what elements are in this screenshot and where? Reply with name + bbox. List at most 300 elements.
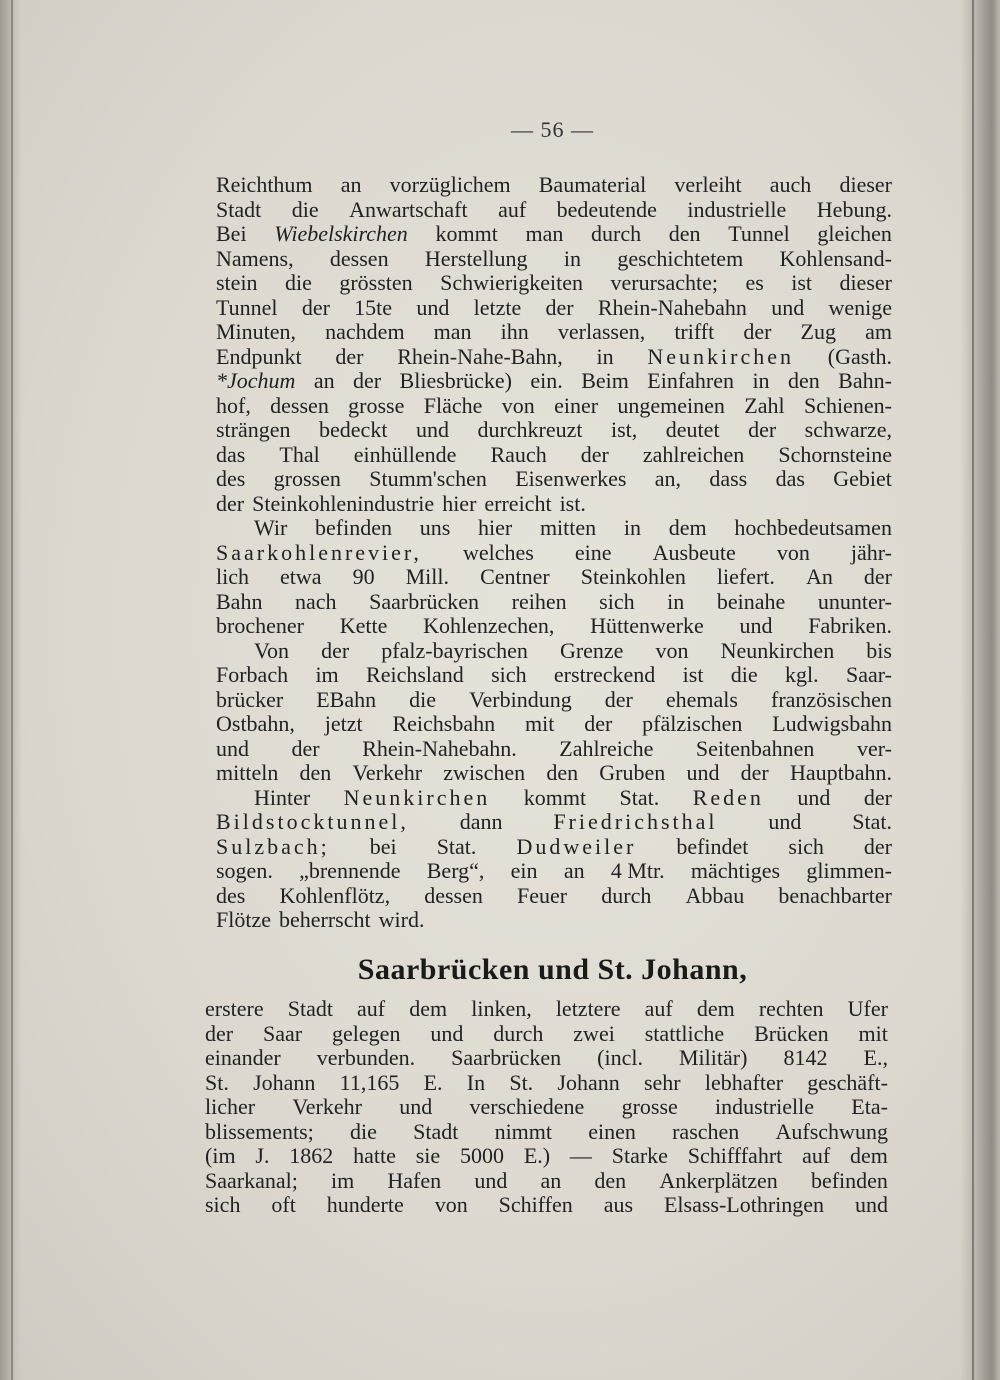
word: einen xyxy=(588,1118,636,1144)
word: des xyxy=(216,466,246,491)
word: Schiffen xyxy=(498,1192,573,1217)
word: bei xyxy=(369,833,397,859)
word: Kohlenflötz, xyxy=(279,882,391,908)
word: auf xyxy=(357,996,386,1021)
word: hof, xyxy=(216,392,251,418)
text-line xyxy=(216,590,892,615)
word: Zahl xyxy=(744,392,785,418)
word: Stat. xyxy=(436,833,477,859)
word: geschäft- xyxy=(807,1069,888,1095)
word: durch xyxy=(493,1020,544,1046)
word: Namens, xyxy=(216,245,294,271)
word: der xyxy=(291,735,320,761)
word: nimmt xyxy=(494,1118,553,1144)
word: des xyxy=(216,882,246,908)
word: ununter- xyxy=(817,588,892,614)
word: ungemeinen xyxy=(617,392,725,418)
word: Reden xyxy=(692,784,764,810)
text-line xyxy=(205,1022,888,1047)
word: sich xyxy=(205,1192,241,1217)
word: Aufschwung xyxy=(775,1118,888,1144)
text-line xyxy=(216,247,892,272)
word: pfalz-bayrischen xyxy=(381,637,528,663)
word: Hafen xyxy=(387,1167,442,1193)
word: Steinkohlen xyxy=(580,564,686,589)
text-line xyxy=(205,1071,888,1096)
word: durch xyxy=(591,221,642,246)
text-line xyxy=(205,1120,888,1145)
word: 90 xyxy=(352,564,375,589)
word: Bahn- xyxy=(838,368,892,393)
word: verursachte; xyxy=(610,270,718,295)
word: E.) xyxy=(523,1143,551,1168)
body-text-upper xyxy=(216,173,892,933)
word: befindet xyxy=(676,833,749,859)
word: sich xyxy=(599,588,635,614)
word: dass xyxy=(709,466,748,491)
word: Mill. xyxy=(405,564,450,589)
word: Starke xyxy=(611,1143,668,1168)
text-line xyxy=(216,296,892,321)
word: der xyxy=(321,637,350,663)
word: Hinter xyxy=(254,784,311,810)
word: Stadt xyxy=(287,996,333,1021)
word: (incl. xyxy=(597,1045,643,1070)
word: Von xyxy=(254,637,290,663)
word: französischen xyxy=(771,686,892,712)
word: kommt xyxy=(435,221,498,246)
word: Endpunkt xyxy=(216,343,302,369)
word: Anwartschaft xyxy=(349,196,468,222)
word: und xyxy=(430,1020,464,1046)
word: Berg“, xyxy=(426,858,485,883)
word: sie xyxy=(415,1143,441,1168)
word: dem xyxy=(409,996,448,1021)
word: stein xyxy=(216,270,258,295)
text-line xyxy=(205,1144,888,1169)
word: In xyxy=(466,1069,486,1095)
word: und xyxy=(399,1094,433,1119)
word: oft xyxy=(271,1192,296,1217)
word: St. xyxy=(205,1069,229,1095)
word: (im xyxy=(205,1143,236,1168)
word: das xyxy=(775,466,805,491)
word: ist xyxy=(682,662,704,687)
word: gelegen xyxy=(332,1020,401,1046)
word: Reichsbahn xyxy=(392,711,496,736)
word: Wir xyxy=(254,515,288,540)
word: von xyxy=(434,1192,468,1217)
word: sogen. xyxy=(216,858,273,883)
word: grosse xyxy=(348,392,405,418)
word: schwarze, xyxy=(804,417,892,442)
text-line xyxy=(216,173,892,198)
word: Sulzbach; xyxy=(216,833,330,859)
word: brücker xyxy=(216,686,284,712)
word: Hebung. xyxy=(816,196,892,222)
word: jetzt xyxy=(324,711,363,736)
word: Einfahren xyxy=(647,368,735,393)
word: Tunnel xyxy=(216,294,278,320)
word: Baumaterial xyxy=(538,172,647,197)
word: erreicht xyxy=(484,490,552,516)
word: Rauch xyxy=(490,441,547,467)
word: Fläche xyxy=(423,392,483,418)
text-line xyxy=(216,688,892,713)
word: ver- xyxy=(856,735,892,761)
word: von xyxy=(501,392,535,418)
word: Ostbahn, xyxy=(216,711,295,736)
text-line xyxy=(216,418,892,443)
word: dessen xyxy=(424,882,483,908)
word: Forbach xyxy=(216,662,289,687)
text-line xyxy=(216,394,892,419)
word: kommt xyxy=(523,784,587,810)
word: Kette xyxy=(339,613,388,638)
word: das xyxy=(216,441,246,467)
word: Abbau xyxy=(685,882,745,908)
word: Fabriken. xyxy=(808,613,892,638)
word: brochener xyxy=(216,613,304,638)
text-line xyxy=(216,810,892,835)
word: Stadt xyxy=(413,1118,459,1144)
word: rechten xyxy=(758,996,824,1021)
word: die xyxy=(730,662,758,687)
word: jähr- xyxy=(850,539,892,565)
word: dem xyxy=(696,996,735,1021)
word: die xyxy=(350,1118,377,1144)
text-line xyxy=(205,1193,888,1218)
text-line xyxy=(216,761,892,786)
word: die xyxy=(409,686,437,712)
word: an xyxy=(340,172,362,197)
word: Ufer xyxy=(847,996,888,1021)
word: in xyxy=(563,245,582,271)
word: zahlreichen xyxy=(642,441,745,467)
word: ein. xyxy=(530,368,563,393)
word: hier xyxy=(478,515,513,540)
word: „brennende xyxy=(299,858,401,883)
text-line xyxy=(216,271,892,296)
word: Bildstocktunnel, xyxy=(216,809,409,834)
word: Neunkirchen xyxy=(343,784,491,810)
word: der xyxy=(584,711,613,736)
word: Eta- xyxy=(851,1094,888,1119)
text-line xyxy=(216,541,892,566)
word: letzte xyxy=(473,294,522,320)
word: grosse xyxy=(621,1094,678,1119)
word: die xyxy=(291,196,319,222)
word: Dudweiler xyxy=(516,833,637,859)
word: dessen xyxy=(270,392,329,418)
word: dieser xyxy=(839,172,892,197)
body-text-lower xyxy=(205,997,888,1218)
word: Schienen- xyxy=(803,392,892,418)
word: J. xyxy=(255,1143,270,1168)
word: beinahe xyxy=(716,588,786,614)
word: 4 Mtr. xyxy=(610,858,665,883)
word: und xyxy=(771,294,805,320)
word: und xyxy=(686,760,720,785)
word: Beim xyxy=(581,368,629,393)
word: auf xyxy=(802,1143,831,1168)
word: mit xyxy=(858,1020,888,1046)
word: grössten xyxy=(339,270,413,295)
word: E. xyxy=(423,1069,443,1095)
word: der xyxy=(216,490,245,516)
word: dem xyxy=(850,1143,888,1168)
word: an, xyxy=(654,466,682,491)
word: geschichtetem xyxy=(617,245,744,271)
word: der xyxy=(743,319,772,344)
word: 15te xyxy=(354,294,393,320)
text-line xyxy=(205,1046,888,1071)
word: der xyxy=(748,417,777,442)
word: am xyxy=(865,319,892,344)
text-line xyxy=(205,1169,888,1194)
word: wird. xyxy=(378,907,425,932)
word: industrielle xyxy=(715,1094,815,1119)
word: der xyxy=(863,784,892,810)
word: liefert. xyxy=(716,564,775,589)
word: Verkehr xyxy=(292,1094,362,1119)
word: befinden xyxy=(810,1167,888,1193)
word: der xyxy=(301,294,330,320)
word: beherrscht xyxy=(279,907,371,932)
word: bis xyxy=(866,637,892,663)
word: in xyxy=(623,515,641,540)
text-line xyxy=(216,222,892,247)
word: bedeckt xyxy=(319,417,388,442)
word: Eisenwerkes xyxy=(515,466,627,491)
word: linken, xyxy=(471,996,532,1021)
word: in xyxy=(596,343,614,369)
text-line xyxy=(216,492,892,517)
word: einander xyxy=(205,1045,281,1070)
word: Johann xyxy=(253,1069,316,1095)
word: uns xyxy=(419,515,451,540)
word: licher xyxy=(205,1094,256,1119)
word: Johann xyxy=(557,1069,620,1095)
word: ist xyxy=(791,270,812,295)
word: lebhafter xyxy=(704,1069,784,1095)
page-number: — 56 — xyxy=(511,117,594,142)
word: Kohlensand- xyxy=(779,245,892,271)
word: der xyxy=(205,1020,234,1046)
word: Ankerplätzen xyxy=(659,1167,778,1193)
word: an xyxy=(563,858,585,883)
word: den xyxy=(668,221,701,246)
word: dem xyxy=(668,515,707,540)
word: zwei xyxy=(573,1020,615,1046)
word: Minuten, xyxy=(216,319,297,344)
word: Kohlenzechen, xyxy=(423,613,555,638)
word: dieser xyxy=(839,270,892,295)
word: an xyxy=(313,368,335,393)
word: 5000 xyxy=(459,1143,504,1168)
word: hatte xyxy=(353,1143,396,1168)
word: Brücken xyxy=(754,1020,829,1046)
word: an xyxy=(540,1167,562,1193)
word: Rhein-Nahebahn xyxy=(597,294,747,320)
word: kgl. xyxy=(785,662,819,687)
text-line xyxy=(216,516,892,541)
word: Reichthum xyxy=(216,172,313,197)
word: etwa xyxy=(280,564,322,589)
word: Schornsteine xyxy=(778,441,892,467)
word: raschen xyxy=(672,1118,740,1144)
word: Stadt xyxy=(216,196,262,222)
word: benachbarter xyxy=(778,882,892,908)
text-line xyxy=(205,997,888,1022)
word: Schifffahrt xyxy=(687,1143,783,1168)
word: hochbedeutsamen xyxy=(734,515,892,540)
word: einer xyxy=(554,392,599,418)
word: letztere xyxy=(555,996,621,1021)
word: im xyxy=(315,662,339,687)
text-line xyxy=(216,369,892,394)
word: ist. xyxy=(559,490,586,516)
word: zwischen xyxy=(443,760,526,785)
word: E., xyxy=(863,1045,888,1070)
word: Rhein-Nahebahn. xyxy=(362,735,517,761)
word: wenige xyxy=(828,294,892,320)
text-line xyxy=(216,737,892,762)
text-line xyxy=(216,198,892,223)
word: Stat. xyxy=(619,784,660,810)
word: man xyxy=(525,221,564,246)
word: blissements; xyxy=(205,1118,314,1144)
word: Militär) xyxy=(679,1045,748,1070)
text-line xyxy=(216,835,892,860)
word: Tunnel xyxy=(728,221,790,246)
word: Saarkanal; xyxy=(205,1167,298,1193)
word: Saarkohlenrevier, xyxy=(216,539,422,565)
word: Verbindung xyxy=(469,686,572,712)
text-line xyxy=(216,345,892,370)
text-line xyxy=(216,786,892,811)
word: auf xyxy=(644,996,673,1021)
word: St. xyxy=(509,1069,534,1095)
word: im xyxy=(331,1167,355,1193)
text-line xyxy=(216,712,892,737)
word: dessen xyxy=(329,245,389,271)
word: und xyxy=(739,613,773,638)
word: verleiht xyxy=(674,172,742,197)
word: *Jochum xyxy=(216,368,296,393)
word: der xyxy=(580,441,609,467)
word: Herstellung xyxy=(424,245,528,271)
word: auf xyxy=(498,196,527,222)
word: Schwierigkeiten xyxy=(440,270,584,295)
word: Wiebelskirchen xyxy=(274,221,408,246)
word: Rhein-Nahe-Bahn, xyxy=(397,343,563,369)
word: der xyxy=(353,368,382,393)
word: Grenze xyxy=(559,637,624,663)
word: Feuer xyxy=(517,882,568,908)
word: aus xyxy=(603,1192,634,1217)
word: gleichen xyxy=(817,221,892,246)
word: ihn xyxy=(500,319,529,344)
word: Gebiet xyxy=(833,466,892,491)
word: der xyxy=(740,760,769,785)
word: den xyxy=(787,368,820,393)
word: Bei xyxy=(216,221,247,246)
word: und xyxy=(768,809,802,834)
word: EBahn xyxy=(316,686,377,712)
page-edge-line xyxy=(972,0,974,1380)
word: An xyxy=(805,564,833,589)
word: strängen xyxy=(216,417,291,442)
word: ein xyxy=(510,858,538,883)
word: in xyxy=(752,368,770,393)
word: Verkehr xyxy=(352,760,423,785)
word: Bahn xyxy=(216,588,263,614)
word: reihen xyxy=(511,588,567,614)
text-line xyxy=(216,859,892,884)
section-heading: Saarbrücken und St. Johann, xyxy=(357,953,748,986)
word: der xyxy=(335,343,364,369)
text-line xyxy=(216,443,892,468)
word: der xyxy=(863,564,892,589)
word: industrielle xyxy=(687,196,787,222)
word: und xyxy=(474,1167,508,1193)
word: Gruben xyxy=(599,760,666,785)
word: man xyxy=(433,319,472,344)
word: in xyxy=(667,588,685,614)
word: Reichsland xyxy=(366,662,464,687)
word: mitteln xyxy=(216,760,279,785)
word: dann xyxy=(459,809,503,834)
word: sehr xyxy=(643,1069,681,1095)
word: ist, xyxy=(611,417,638,442)
word: vorzüglichem xyxy=(389,172,511,197)
word: Seitenbahnen xyxy=(695,735,815,761)
word: mitten xyxy=(539,515,597,540)
word: und xyxy=(416,294,450,320)
word: der xyxy=(604,686,633,712)
word: sich xyxy=(788,833,824,859)
word: befinden xyxy=(315,515,393,540)
word: den xyxy=(546,760,579,785)
word: und xyxy=(415,417,449,442)
word: durchkreuzt xyxy=(477,417,583,442)
word: Friedrichsthal xyxy=(553,809,718,834)
word: Hüttenwerke xyxy=(590,613,704,638)
word: Stumm'schen xyxy=(369,466,487,491)
word: Neunkirchen xyxy=(647,343,795,369)
word: Neunkirchen xyxy=(720,637,835,663)
word: nachdem xyxy=(325,319,405,344)
text-line xyxy=(216,467,892,492)
text-line xyxy=(216,565,892,590)
word: eine xyxy=(574,539,612,565)
word: erstreckend xyxy=(553,662,656,687)
word: Elsass-Lothringen xyxy=(663,1192,825,1217)
word: Saar- xyxy=(846,662,892,687)
word: verbunden. xyxy=(316,1045,416,1070)
word: hier xyxy=(442,490,477,516)
word: trifft xyxy=(674,319,715,344)
word: verschiedene xyxy=(469,1094,585,1119)
word: es xyxy=(745,270,764,295)
word: 11,165 xyxy=(339,1069,400,1095)
word: Zug xyxy=(800,319,836,344)
word: Ludwigsbahn xyxy=(772,711,892,736)
word: und xyxy=(797,784,831,810)
word: Saarbrücken xyxy=(369,588,480,614)
word: auch xyxy=(769,172,812,197)
